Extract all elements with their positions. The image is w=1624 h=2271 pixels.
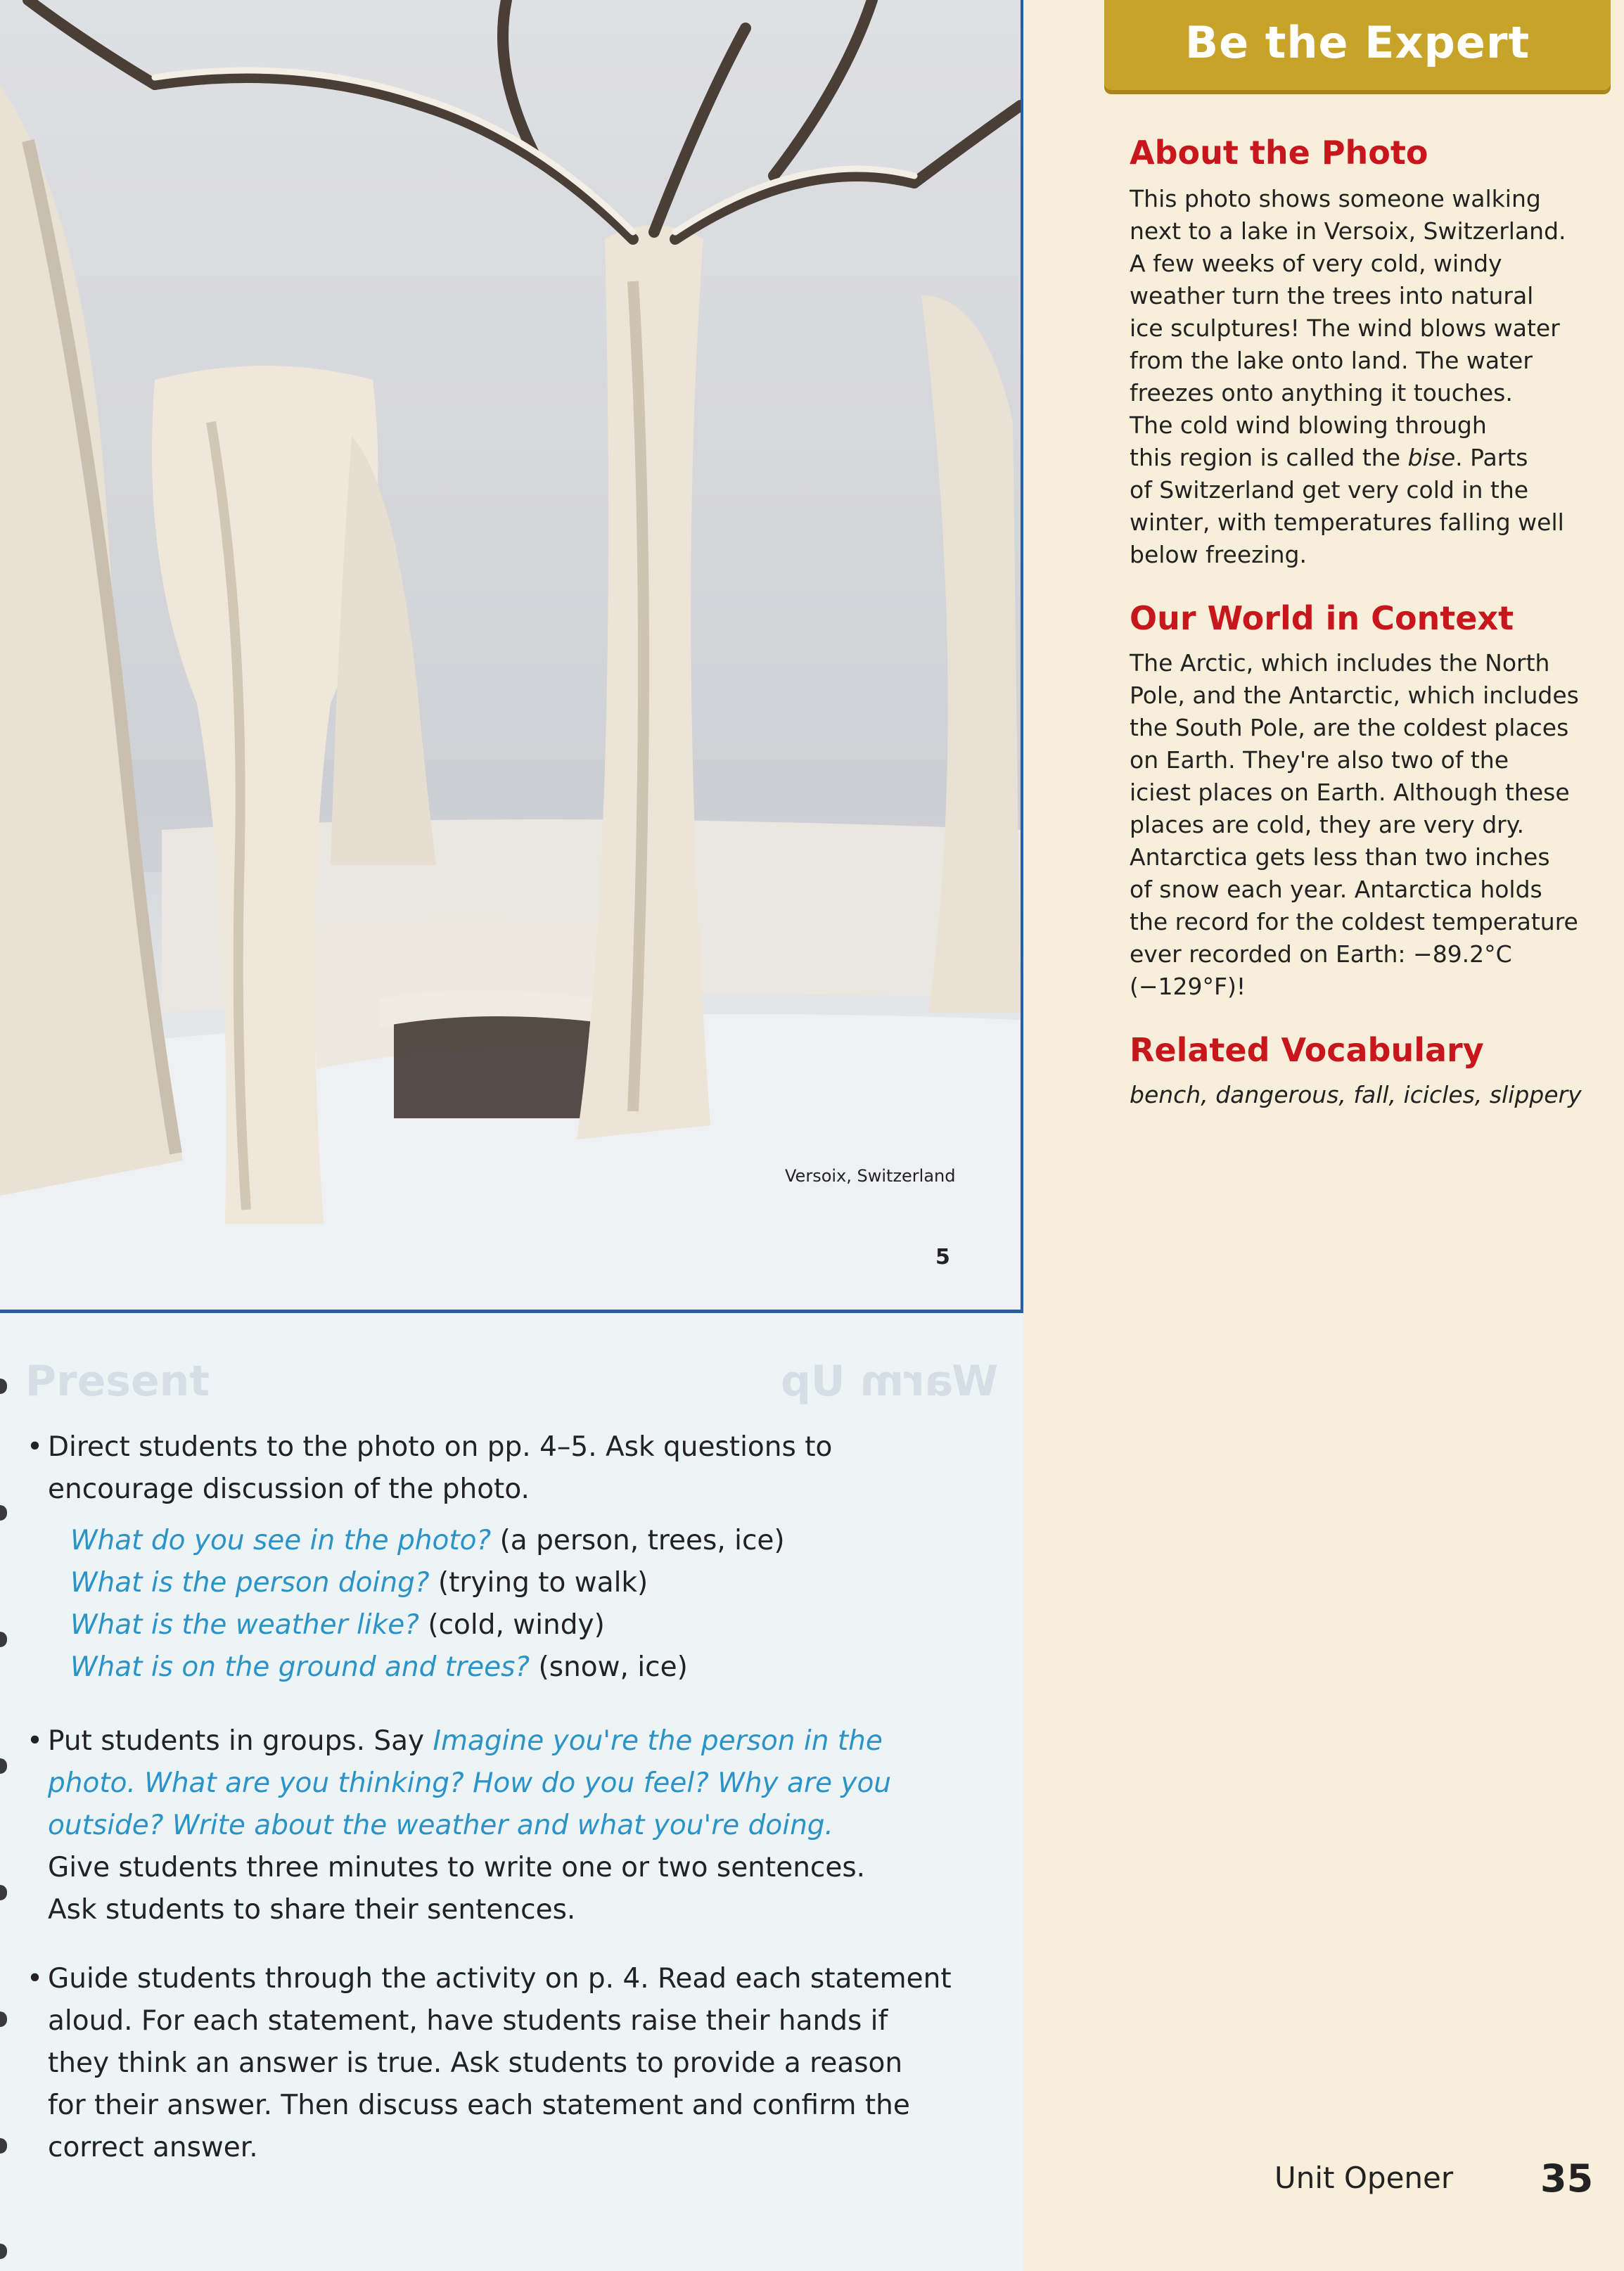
about-text: . Parts [1455, 444, 1528, 471]
say-prompt: Imagine you're the person in the [433, 1725, 883, 1757]
question-line [70, 1567, 648, 1599]
answer-text: (a person, trees, ice) [491, 1525, 785, 1556]
about-line: below freezing. [1130, 541, 1307, 568]
answer-text: (snow, ice) [530, 1651, 688, 1683]
about-line [1130, 442, 1601, 474]
answer-text: (trying to walk) [429, 1567, 648, 1599]
related-vocabulary-heading: Related Vocabulary [1130, 1031, 1484, 1069]
about-line: freezes onto anything it touches. [1130, 379, 1513, 407]
footer-section-label: Unit Opener [1274, 2161, 1454, 2195]
bullet-line: correct answer. [48, 2132, 258, 2163]
question-line [70, 1525, 785, 1556]
vocab-list: bench, dangerous, fall, icicles, slippery [1130, 1081, 1582, 1108]
bullet-line: encourage discussion of the photo. [48, 1473, 530, 1505]
context-line: (−129°F)! [1130, 973, 1246, 1000]
context-line: the South Pole, are the coldest places [1130, 714, 1569, 741]
about-photo-body [1130, 183, 1601, 571]
banner-title: Be the Expert [1184, 17, 1530, 68]
bullet-guide-activity [27, 1958, 990, 2169]
bleed-through-heading: Present [25, 1357, 210, 1406]
photo-caption: Versoix, Switzerland [785, 1166, 956, 1186]
about-line: The cold wind blowing through [1130, 411, 1487, 439]
about-photo-heading: About the Photo [1130, 134, 1428, 172]
about-text: this region is called the [1130, 444, 1408, 471]
bullet-line: for their answer. Then discuss each statement and confirm the [48, 2090, 910, 2121]
context-line: iciest places on Earth. Although these [1130, 779, 1570, 806]
bullet-line: Give students three minutes to write one or two sentences. [48, 1852, 866, 1883]
question-text: What is the person doing? [70, 1567, 430, 1599]
about-line: A few weeks of very cold, windy [1130, 250, 1502, 277]
about-line: of Switzerland get very cold in the [1130, 476, 1529, 504]
frozen-trees-illustration [0, 0, 1021, 1310]
bullet-line: they think an answer is true. Ask students to provide a reason [48, 2047, 903, 2079]
bullet-line: Direct students to the photo on pp. 4–5. Ask questions to [48, 1431, 833, 1463]
context-line: ever recorded on Earth: −89.2°C [1130, 940, 1512, 968]
bullet-line: Ask students to share their sentences. [48, 1894, 576, 1926]
about-line: from the lake onto land. The water [1130, 347, 1533, 374]
context-line: The Arctic, which includes the North [1130, 649, 1550, 677]
say-prompt: photo. What are you thinking? How do you feel? Why are you [48, 1767, 892, 1799]
context-line: places are cold, they are very dry. [1130, 811, 1525, 838]
about-line: next to a lake in Versoix, Switzerland. [1130, 217, 1566, 245]
about-line: This photo shows someone walking [1130, 185, 1541, 212]
context-line: Pole, and the Antarctic, which includes [1130, 682, 1579, 709]
bullet-direct-students [27, 1426, 990, 1511]
about-line: winter, with temperatures falling well [1130, 508, 1564, 536]
bullet-dot: • [27, 1963, 44, 1995]
question-text: What is on the ground and trees? [70, 1651, 530, 1683]
related-vocabulary-words [1130, 1079, 1601, 1111]
photo-page-number: 5 [935, 1245, 950, 1269]
question-text: What is the weather like? [70, 1609, 419, 1641]
about-line: ice sculptures! The wind blows water [1130, 314, 1560, 342]
bleed-through-heading: Warm Up [781, 1357, 999, 1406]
bullet-dot: • [27, 1725, 44, 1757]
context-line: of snow each year. Antarctica holds [1130, 876, 1542, 903]
bullet-line: aloud. For each statement, have students raise their hands if [48, 2005, 888, 2037]
context-line: the record for the coldest temperature [1130, 908, 1578, 935]
question-line [70, 1609, 605, 1641]
footer-page-number: 35 [1540, 2156, 1594, 2201]
bullet-line [48, 1720, 990, 1763]
context-line: Antarctica gets less than two inches [1130, 843, 1550, 871]
photo [0, 0, 1024, 1313]
be-the-expert-banner [1104, 0, 1611, 90]
bullet-dot: • [27, 1431, 44, 1463]
say-intro: Put students in groups. Say [48, 1725, 433, 1757]
question-line [70, 1651, 688, 1683]
about-line: weather turn the trees into natural [1130, 282, 1534, 309]
say-prompt: outside? Write about the weather and what you're doing. [48, 1810, 833, 1841]
bullet-put-in-groups [27, 1720, 990, 1931]
question-text: What do you see in the photo? [70, 1525, 492, 1556]
bise-term: bise [1407, 444, 1456, 471]
world-context-heading: Our World in Context [1130, 599, 1514, 637]
answer-text: (cold, windy) [419, 1609, 605, 1641]
context-line: on Earth. They're also two of the [1130, 746, 1509, 774]
world-context-body [1130, 647, 1601, 1003]
bullet-line: Guide students through the activity on p. 4. Read each statement [48, 1963, 952, 1995]
